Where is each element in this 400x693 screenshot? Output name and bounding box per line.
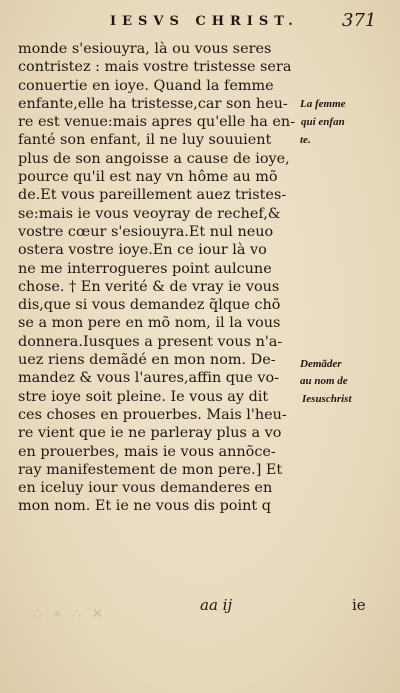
text-line: donnera.Iusques a present vous n'a- [18, 333, 283, 350]
text-line: stre ioye soit pleine. Ie vous ay dit [18, 388, 269, 405]
text-line: monde s'esiouyra, là ou vous seres [18, 41, 272, 57]
text-line: en prouerbes, mais ie vous annõce- [18, 443, 276, 460]
margin-note: La femme [300, 98, 346, 110]
margin-note: Demãder [300, 358, 342, 370]
margin-note: te. [300, 134, 311, 146]
text-line: dis,que si vous demandez q̃lque chõ [18, 297, 281, 314]
text-line: re vient que ie ne parleray plus a vo [18, 425, 282, 442]
text-line: re est venue:mais apres qu'elle ha en- [18, 114, 296, 131]
text-line: uez riens demãdé en mon nom. De- [18, 352, 276, 369]
text-line: ces choses en prouerbes. Mais l'heu- [18, 406, 287, 423]
text-line: enfante,elle ha tristesse,car son heu- [18, 95, 288, 112]
text-line: ne me interrogueres point aulcune [18, 260, 272, 277]
text-line: plus de son angoisse a cause de ioye, [18, 150, 290, 167]
margin-note: au nom de [300, 375, 348, 387]
page-header [0, 4, 400, 38]
text-line: ray manifestement de mon pere.] Et [18, 461, 283, 478]
text-line: se a mon pere en mõ nom, il la vous [18, 315, 281, 332]
text-line: fanté son enfant, il ne luy souuient [18, 132, 272, 149]
signature-mark: aa ij [200, 596, 233, 614]
text-line: mon nom. Et ie ne vous dis point q [18, 498, 271, 515]
text-line: conuertie en ioye. Quand la femme [18, 77, 274, 94]
catchword: ie [352, 596, 366, 614]
running-head: IESVS CHRIST. [110, 14, 299, 29]
margin-note: qui enfan [301, 116, 345, 128]
page-number: 371 [342, 10, 377, 31]
text-line: pource qu'il est nay vn hôme au mõ [18, 169, 278, 186]
text-line: en iceluy iour vous demanderes en [18, 480, 273, 497]
text-line: chose. † En verité & de vray ie vous [18, 278, 280, 295]
text-line: se:mais ie vous veoyray de rechef,& [18, 205, 281, 222]
text-line: contristez : mais vostre tristesse sera [18, 59, 292, 76]
text-line: ostera vostre ioye.En ce iour là vo [18, 242, 267, 259]
text-line: vostre cœur s'esiouyra.Et nul neuo [18, 223, 274, 240]
text-line: mandez & vous l'aures,affin que vo- [18, 370, 280, 387]
show-through-text: ✕ ∴ ∗ ∴ [30, 606, 104, 622]
margin-note: Iesuschrist [302, 393, 352, 405]
text-line: de.Et vous pareillement auez tristes- [18, 187, 287, 204]
body-text [18, 40, 348, 516]
